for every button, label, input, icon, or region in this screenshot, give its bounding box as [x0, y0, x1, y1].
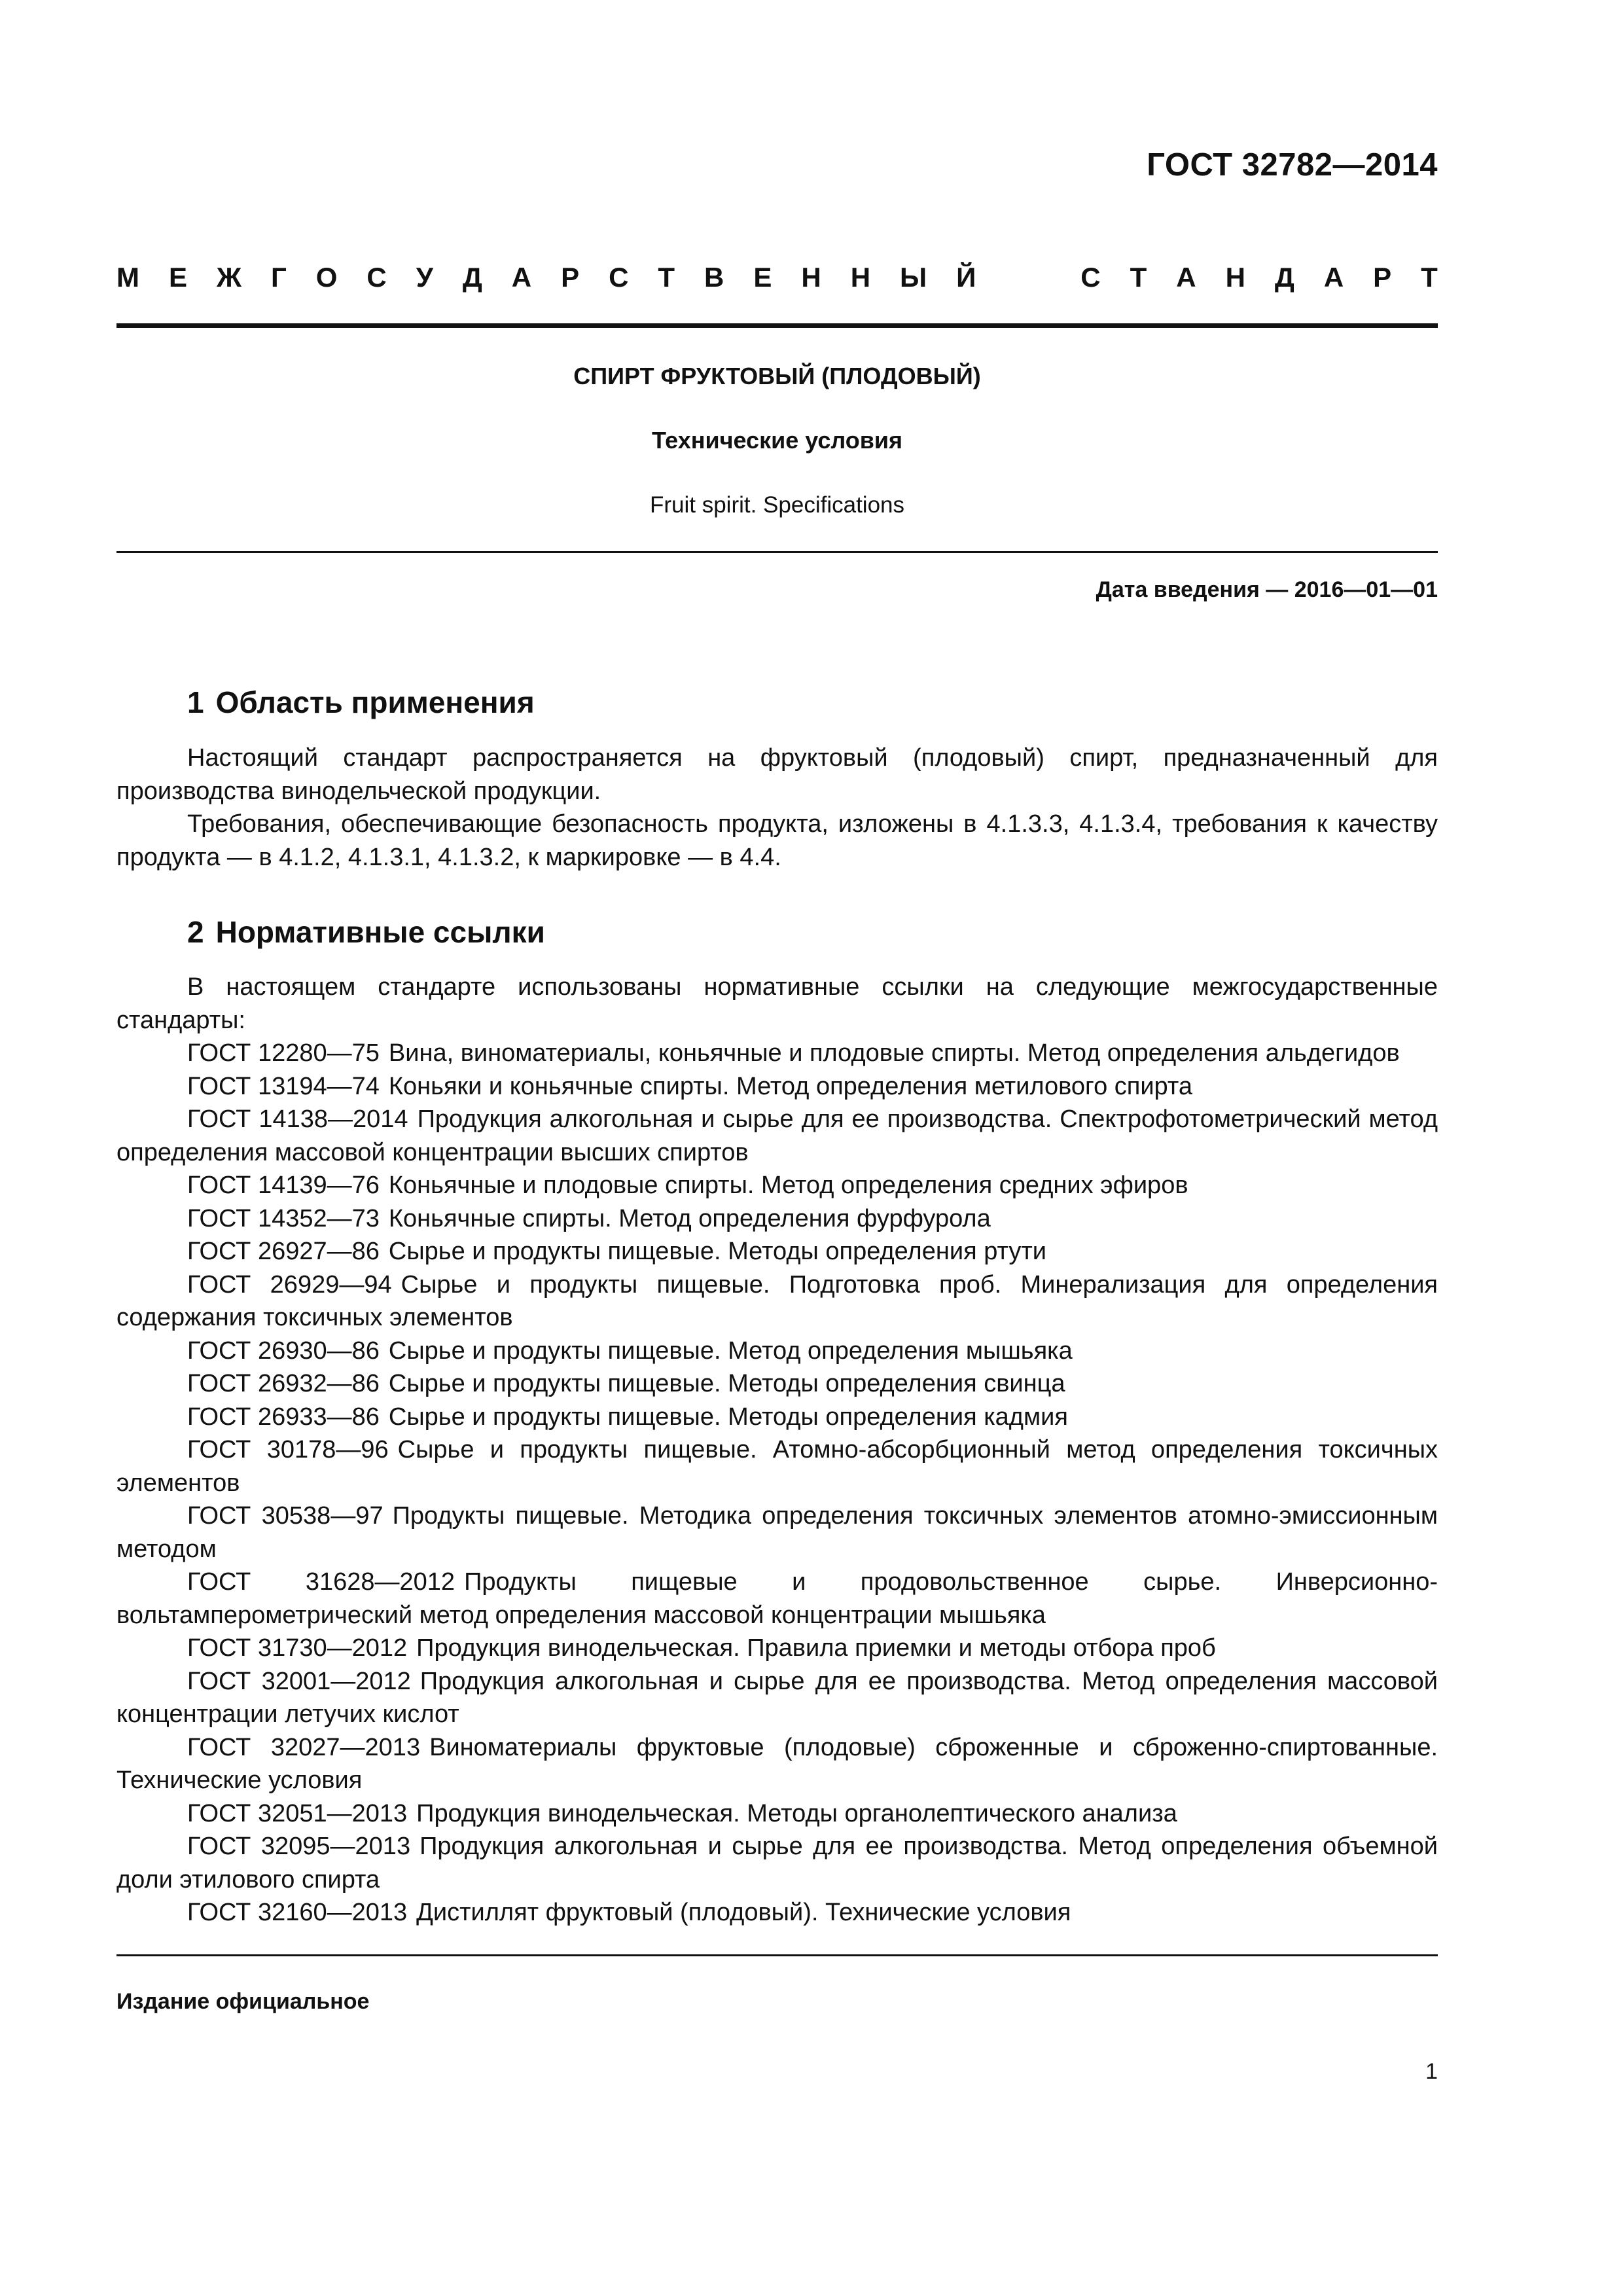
letter: Д: [1274, 262, 1294, 293]
reference-code: ГОСТ 26932—86: [187, 1370, 380, 1397]
letter: Р: [561, 262, 580, 293]
header-rule: [116, 323, 1438, 328]
letter: С: [1080, 262, 1101, 293]
letter: Н: [850, 262, 871, 293]
reference-code: ГОСТ 30538—97: [187, 1502, 383, 1530]
reference-item: [116, 1335, 1438, 1368]
reference-code: ГОСТ 26929—94: [187, 1270, 392, 1299]
letter: Г: [270, 262, 287, 293]
introduction-date: Дата введения — 2016—01—01: [1096, 577, 1438, 602]
letter: Д: [462, 262, 482, 293]
letter: У: [416, 262, 433, 293]
word-gap: [1005, 262, 1051, 293]
reference-item: [116, 1797, 1438, 1831]
reference-item: [116, 1103, 1438, 1169]
reference-item: [116, 1169, 1438, 1202]
reference-title: Коньячные спирты. Метод определения фурфурола: [388, 1204, 991, 1232]
section-title: Нормативные ссылки: [215, 915, 545, 949]
standard-type-heading: [116, 262, 1438, 293]
reference-item: [116, 1367, 1438, 1401]
standard-designation: ГОСТ 32782—2014: [1147, 147, 1438, 183]
reference-code: ГОСТ 32160—2013: [187, 1899, 408, 1926]
title-rule: [116, 551, 1438, 553]
reference-title: Сырье и продукты пищевые. Метод определения мышьяка: [388, 1336, 1073, 1365]
letter: А: [511, 262, 532, 293]
section-number: 1: [187, 685, 204, 719]
edition-note: Издание официальное: [116, 1989, 370, 2014]
reference-item: [116, 1037, 1438, 1070]
reference-item: [116, 1566, 1438, 1632]
letter: Т: [1421, 262, 1438, 293]
reference-code: ГОСТ 31628—2012: [187, 1568, 455, 1596]
footer-rule: [116, 1954, 1438, 1956]
reference-title: Коньяки и коньячные спирты. Метод определения метилового спирта: [388, 1072, 1192, 1100]
references-intro: В настоящем стандарте использованы нормативные ссылки на следующие межгосударственные стандарты:: [116, 973, 1438, 1034]
reference-item: [116, 1235, 1438, 1268]
paragraph: Требования, обеспечивающие безопасность продукта, изложены в 4.1.3.3, 4.1.3.4, требования к качеству продукта — в 4.1.2, 4.1.3.1, 4.1.3.2, к маркировке — в 4.4.: [116, 810, 1438, 871]
section-number: 2: [187, 915, 204, 949]
reference-item: [116, 1202, 1438, 1236]
reference-code: ГОСТ 12280—75: [187, 1039, 380, 1067]
reference-code: ГОСТ 26927—86: [187, 1238, 380, 1265]
scope-text: [116, 742, 1438, 874]
document-subtitle: Технические условия: [651, 427, 903, 454]
reference-title: Сырье и продукты пищевые. Методы определения кадмия: [388, 1403, 1068, 1431]
letter: В: [704, 262, 724, 293]
letter: Е: [753, 262, 772, 293]
letter: Н: [1225, 262, 1245, 293]
letter: Ы: [900, 262, 927, 293]
reference-item: [116, 1665, 1438, 1731]
reference-code: ГОСТ 32051—2013: [187, 1799, 408, 1827]
letter: С: [366, 262, 387, 293]
letter: А: [1323, 262, 1344, 293]
letter: Е: [168, 262, 187, 293]
reference-item: [116, 1070, 1438, 1103]
letter: Р: [1373, 262, 1392, 293]
reference-title: Сырье и продукты пищевые. Атомно-абсорбционный метод определения токсичных элементов: [116, 1436, 1438, 1497]
letter: Й: [956, 262, 976, 293]
reference-item: [116, 1401, 1438, 1434]
reference-title: Продукция алкогольная и сырье для ее производства. Метод определения массовой концентрации летучих кислот: [116, 1667, 1438, 1728]
reference-item: [116, 1731, 1438, 1797]
letter: Ж: [216, 262, 241, 293]
reference-title: Продукция винодельческая. Методы органолептического анализа: [416, 1799, 1177, 1827]
reference-title: Продукция винодельческая. Правила приемки и методы отбора проб: [416, 1634, 1216, 1662]
paragraph: Настоящий стандарт распространяется на фруктовый (плодовый) спирт, предназначенный для производства винодельческой продукции.: [116, 744, 1438, 805]
reference-title: Коньячные и плодовые спирты. Метод определения средних эфиров: [388, 1172, 1188, 1199]
reference-title: Вина, виноматериалы, коньячные и плодовые спирты. Метод определения альдегидов: [388, 1039, 1400, 1067]
reference-code: ГОСТ 32027—2013: [187, 1733, 421, 1761]
reference-item: [116, 1896, 1438, 1929]
reference-title: Продукция алкогольная и сырье для ее производства. Метод определения объемной доли этилового спирта: [116, 1833, 1438, 1893]
letter: Т: [1130, 262, 1147, 293]
section-title: Область применения: [215, 685, 535, 719]
reference-item: [116, 1268, 1438, 1335]
letter: М: [116, 262, 139, 293]
reference-item: [116, 1632, 1438, 1665]
letter: Т: [658, 262, 675, 293]
reference-code: ГОСТ 30178—96: [187, 1436, 389, 1463]
reference-title: Сырье и продукты пищевые. Подготовка проб. Минерализация для определения содержания токсичных элементов: [116, 1270, 1438, 1331]
reference-title: Дистиллят фруктовый (плодовый). Технические условия: [416, 1899, 1071, 1926]
reference-item: [116, 1830, 1438, 1896]
reference-title: Сырье и продукты пищевые. Методы определения ртути: [388, 1238, 1046, 1265]
letter: С: [609, 262, 629, 293]
letter: О: [315, 262, 338, 293]
reference-item: [116, 1499, 1438, 1566]
reference-item: [116, 1433, 1438, 1499]
reference-code: ГОСТ 14138—2014: [187, 1105, 408, 1133]
reference-title: Виноматериалы фруктовые (плодовые) сброженные и сброженно-спиртованные. Технические условия: [116, 1733, 1438, 1794]
reference-code: ГОСТ 32001—2012: [187, 1667, 411, 1695]
document-title: СПИРТ ФРУКТОВЫЙ (ПЛОДОВЫЙ): [573, 363, 981, 389]
reference-title: Продукты пищевые и продовольственное сырье. Инверсионно-вольтамперометрический метод определения массовой концентрации мышьяка: [116, 1568, 1438, 1629]
letter: А: [1176, 262, 1196, 293]
section-heading-scope: [187, 685, 535, 720]
reference-code: ГОСТ 26930—86: [187, 1336, 380, 1365]
references-text: [116, 971, 1438, 1929]
letter: Н: [801, 262, 821, 293]
reference-code: ГОСТ 14139—76: [187, 1172, 380, 1199]
reference-title: Сырье и продукты пищевые. Методы определения свинца: [388, 1370, 1065, 1397]
reference-title: Продукция алкогольная и сырье для ее производства. Спектрофотометрический метод определения массовой концентрации высших спиртов: [116, 1105, 1438, 1166]
reference-code: ГОСТ 13194—74: [187, 1072, 380, 1100]
reference-code: ГОСТ 14352—73: [187, 1204, 380, 1232]
reference-code: ГОСТ 26933—86: [187, 1403, 380, 1431]
reference-title: Продукты пищевые. Методика определения токсичных элементов атомно-эмиссионным методом: [116, 1502, 1438, 1563]
reference-code: ГОСТ 31730—2012: [187, 1634, 408, 1662]
section-heading-references: [187, 914, 545, 950]
page-number: 1: [1425, 2059, 1438, 2084]
english-title: Fruit spirit. Specifications: [649, 492, 905, 518]
reference-code: ГОСТ 32095—2013: [187, 1833, 411, 1860]
